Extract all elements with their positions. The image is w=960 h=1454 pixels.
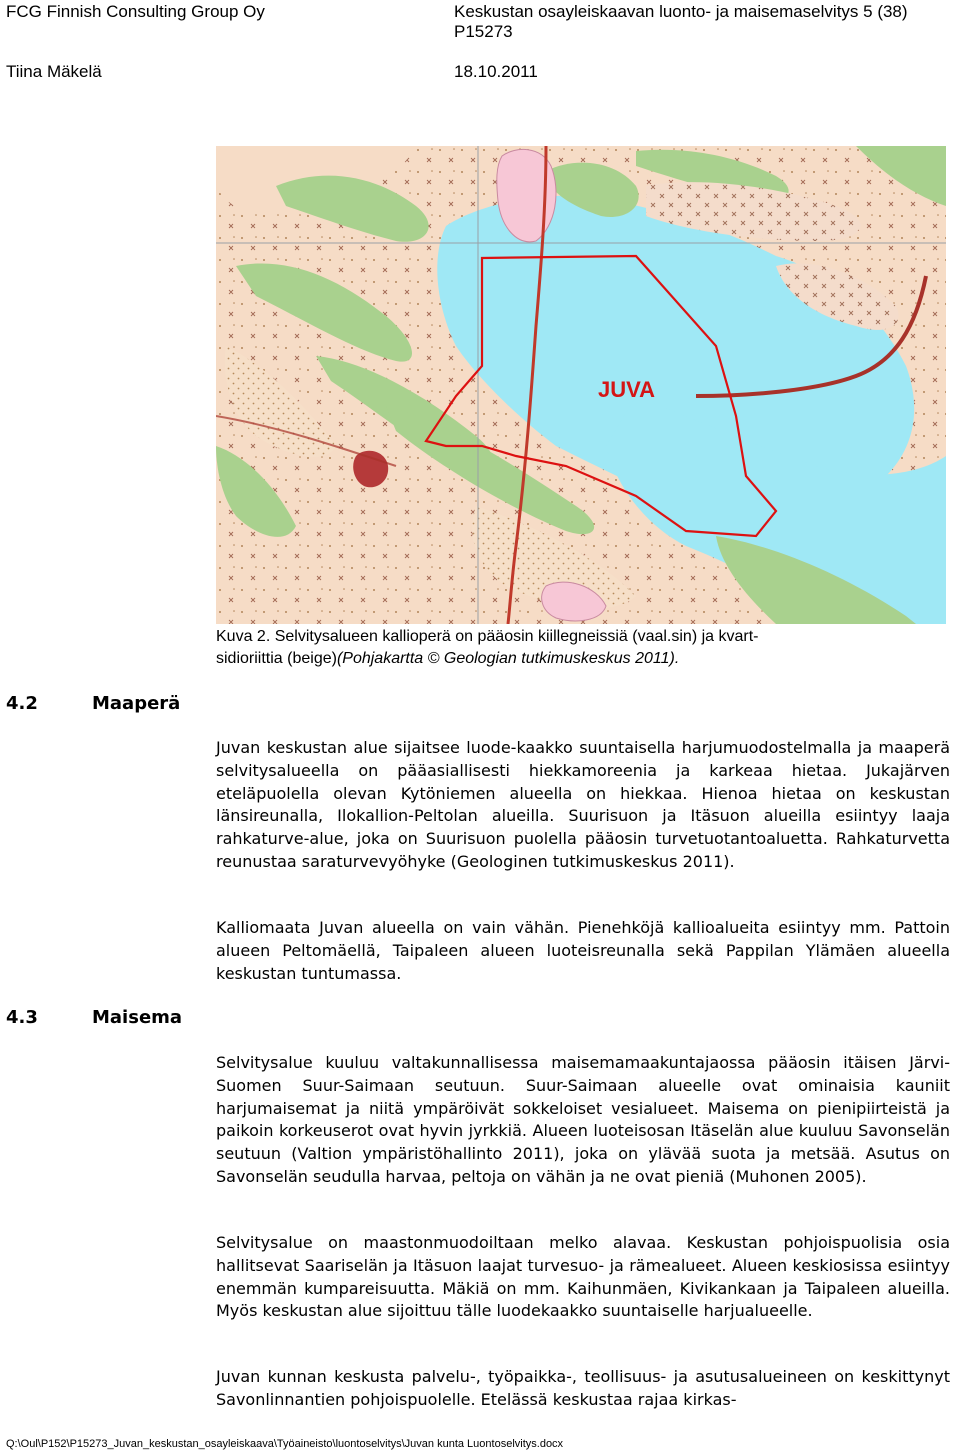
caption-line-2: sidioriittia (beige)(Pohjakartta © Geologian tutkimuskeskus 2011). bbox=[216, 650, 680, 667]
document-title: Keskustan osayleiskaavan luonto- ja maisemaselvitys 5 (38) bbox=[454, 2, 908, 21]
maapera-paragraph-2: Kalliomaata Juvan alueella on vain vähän. Pienehköjä kallioalueita esiintyy mm. Pattoin alueen Peltomäellä, Taipaleen alueen luoteisreunalla sekä Pappilan Ylämäen alueella keskustan tuntumassa. bbox=[216, 918, 950, 983]
geological-map bbox=[216, 146, 946, 624]
maapera-paragraph-1: Juvan keskustan alue sijaitsee luode-kaakko suuntaisella harjumuodostelmalla ja maaperä selvitysalueella on pääasiallisesti hiekkamoreenia ja karkeaa hietaa. Jukajärven eteläpuolella olevan Kytöniemen alueella on hiekkaa. Hienoa hietaa on keskustan länsireunalla, Ilokallion-Peltolan alueilla. Suurisuon ja Itäsuon alueilla esiintyy laaja rahkaturve-alue, joka on Suurisuon puolella pääosin turvetuotantoaluetta. Rahkaturvetta reunustaa saraturvevyöhyke (Geologinen tutkimuskeskus 2011). bbox=[216, 738, 950, 871]
figure-caption bbox=[216, 626, 951, 670]
maisema-paragraph-2: Selvitysalue on maastonmuodoiltaan melko alavaa. Keskustan pohjoispuolisia osia hallitsevat Saariselän ja Itäsuon laajat turvesuo- ja rämealueet. Alueen keskiosissa esiintyy enemmän kumpareisuutta. Mäkiä on mm. Kaihunmäen, Kivikankaan ja Taipaleen alueilla. Myös keskustan alue sijoittuu tälle luodekaakko suuntaiselle harjualueelle. bbox=[216, 1233, 950, 1321]
section-heading-maapera: 4.2 Maaperä bbox=[6, 693, 181, 714]
project-number: P15273 bbox=[454, 22, 513, 41]
map-place-label: JUVA bbox=[598, 377, 656, 402]
author-name: Tiina Mäkelä bbox=[6, 62, 102, 81]
caption-line-1: Kuva 2. Selvitysalueen kallioperä on pääosin kiillegneissiä (vaal.sin) ja kvart- bbox=[216, 628, 759, 645]
document-date: 18.10.2011 bbox=[454, 62, 538, 81]
section-heading-maisema: 4.3 Maisema bbox=[6, 1007, 183, 1028]
file-path-footer: Q:\Oul\P152\P15273_Juvan_keskustan_osayleiskaava\Työaineisto\luontoselvitys\Juvan kunta Luontoselvitys.docx bbox=[6, 1438, 564, 1450]
maisema-paragraph-3: Juvan kunnan keskusta palvelu-, työpaikka-, teollisuus- ja asutusalueineen on keskittynyt Savonlinnantien pohjoispuolelle. Etelässä keskustaa rajaa kirkas- bbox=[216, 1367, 950, 1409]
maisema-paragraph-1: Selvitysalue kuuluu valtakunnallisessa maisemamaakuntajaossa pääosin itäisen Järvi-Suomen Suur-Saimaan seutuun. Suur-Saimaan alueelle ovat ominaisia kauniit harjumaisemat ja niitä ympäröivät sokkeloiset vesialueet. Maisema on pienipiirteistä ja paikoin korkeuserot ovat hyvin jyrkkiä. Alueen luoteisosan Itäselän alue kuuluu Savonselän seutuun (Valtion ympäristöhallinto 2011), joka on ylävää suota ja metsää. Asutus on Savonselän seudulla harvaa, peltoja on vähän ja ne ovat pieniä (Muhonen 2005). bbox=[216, 1053, 950, 1186]
company-name: FCG Finnish Consulting Group Oy bbox=[6, 2, 265, 21]
